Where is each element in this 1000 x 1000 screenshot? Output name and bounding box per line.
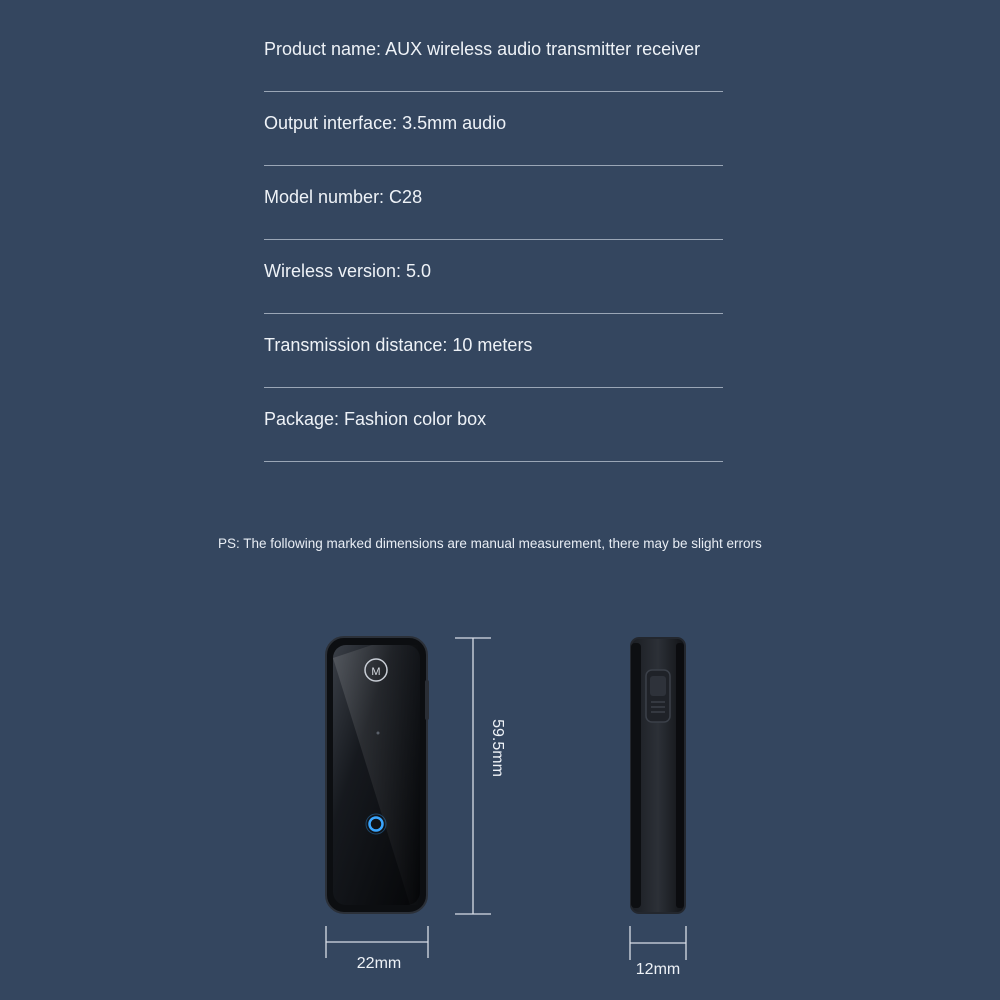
device-side-view xyxy=(631,638,685,913)
spec-text: Wireless version: 5.0 xyxy=(264,261,432,281)
spec-text: Model number: C28 xyxy=(264,187,423,207)
width-dimension-label: 22mm xyxy=(356,955,402,972)
button-glyph: M xyxy=(371,666,381,678)
spec-text: Transmission distance: 10 meters xyxy=(264,335,533,355)
spec-text: Package: Fashion color box xyxy=(264,409,487,429)
spec-text: Product name: AUX wireless audio transmitter receiver xyxy=(264,39,701,59)
device-front-view xyxy=(326,637,429,913)
height-dimension-label: 59.5mm xyxy=(488,719,506,777)
measurement-note: PS: The following marked dimensions are manual measurement, there may be slight errors xyxy=(218,536,762,551)
depth-dimension-label: 12mm xyxy=(635,961,681,978)
spec-text: Output interface: 3.5mm audio xyxy=(264,113,507,133)
